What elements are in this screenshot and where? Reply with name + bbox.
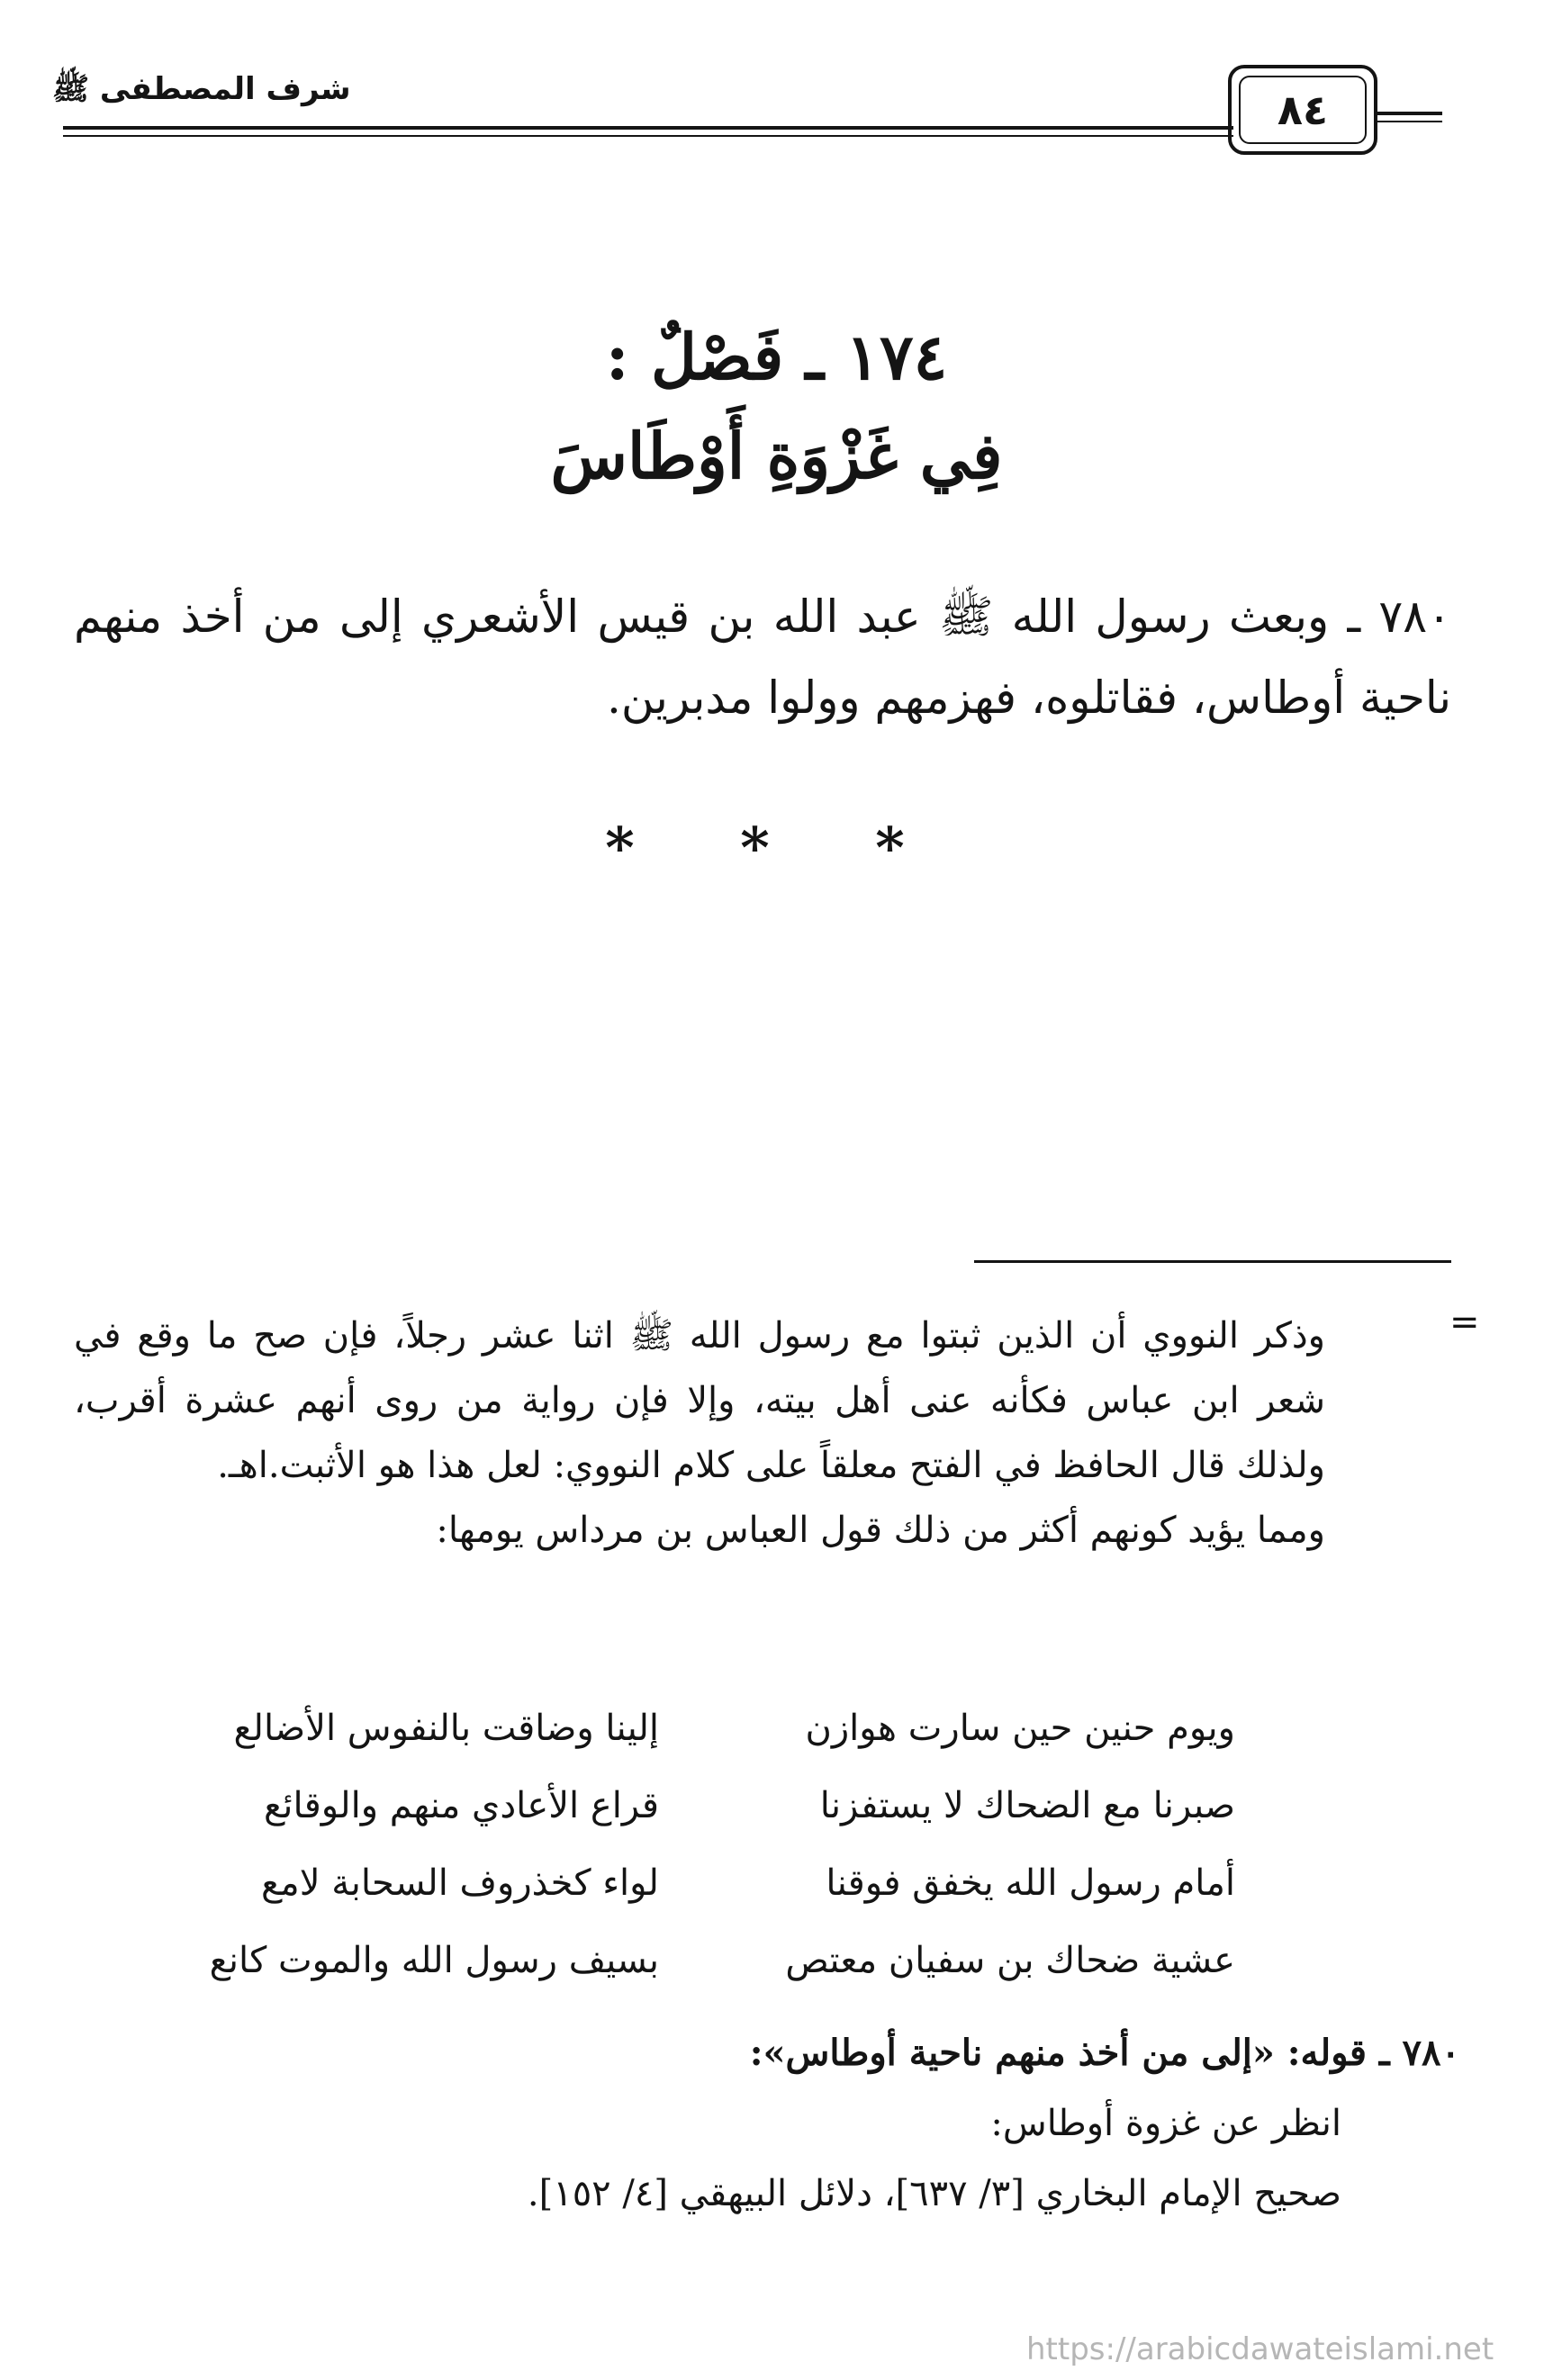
chapter-subtitle: فِي غَزْوَةِ أَوْطَاسَ xyxy=(550,419,1003,493)
header-rule-stub-thin xyxy=(1377,121,1442,122)
verse-second-hemistich: إلينا وضاقت بالنفوس الأضالع xyxy=(233,1708,659,1749)
header-rule xyxy=(63,126,1233,130)
poem-verse-row xyxy=(74,1934,1325,2011)
verse-first-hemistich: ويوم حنين حين سارت هوازن xyxy=(805,1708,1235,1749)
poem-verse-row xyxy=(74,1856,1325,1934)
poem-verse-row xyxy=(74,1701,1325,1779)
footnote-paragraph: وذكر النووي أن الذين ثبتوا مع رسول الله ﷺ اثنا عشر رجلاً، فإن صح ما وقع في شعر ابن عباس فكأنه عنى أهل بيته، وإلا فإن رواية من روى أنهم عشرة أقرب، ولذلك قال الحافظ في الفتح معلقاً على كلام النووي: لعل هذا هو الأثبت.اهـ. xyxy=(74,1315,1325,1486)
hadith-780: ٧٨٠ ـ وبعث رسول الله ﷺ عبد الله بن قيس الأشعري إلى من أخذ منهم ناحية أوطاس، فقاتلوه، فهزمهم وولوا مدبرين. xyxy=(74,590,1451,724)
note-780 xyxy=(74,2018,1460,2229)
verse-second-hemistich: لواء كخذروف السحابة لامع xyxy=(261,1862,659,1904)
header-rule-stub xyxy=(1377,112,1442,115)
chapter-title: ١٧٤ ـ فَصْلٌ : xyxy=(605,320,948,394)
watermark-url: https://arabicdawateislami.net xyxy=(1026,2331,1494,2367)
verse-second-hemistich: بسيف رسول الله والموت كانع xyxy=(209,1940,659,1981)
verse-first-hemistich: عشية ضحاك بن سفيان معتص xyxy=(785,1940,1235,1981)
verse-first-hemistich: أمام رسول الله يخفق فوقنا xyxy=(826,1862,1235,1904)
page-number-frame xyxy=(1228,65,1377,155)
poem-verse-row xyxy=(74,1779,1325,1856)
page-number: ٨٤ xyxy=(1239,76,1367,144)
footnote-separator xyxy=(974,1260,1451,1263)
footnote-paragraph: ومما يؤيد كونهم أكثر من ذلك قول العباس بن مرداس يومها: xyxy=(436,1510,1325,1551)
section-separator: * * * xyxy=(605,815,948,880)
header-rule-thin xyxy=(63,135,1233,137)
verse-second-hemistich: قراع الأعادي منهم والوقائع xyxy=(264,1785,659,1826)
note-reference: صحيح الإمام البخاري [٣/ ٦٣٧]، دلائل البيهقي [٤/ ١٥٢]. xyxy=(527,2173,1341,2214)
note-heading: ٧٨٠ ـ قوله: «إلى من أخذ منهم ناحية أوطاس»: xyxy=(749,2032,1460,2074)
footnote-continuation-mark: = xyxy=(1449,1302,1480,1343)
footnote-text xyxy=(74,1303,1325,1563)
poem xyxy=(74,1701,1325,2011)
verse-first-hemistich: صبرنا مع الضحاك لا يستفزنا xyxy=(819,1785,1235,1826)
note-line: انظر عن غزوة أوطاس: xyxy=(990,2103,1341,2144)
running-head: شرف المصطفى ﷺ xyxy=(52,71,351,107)
